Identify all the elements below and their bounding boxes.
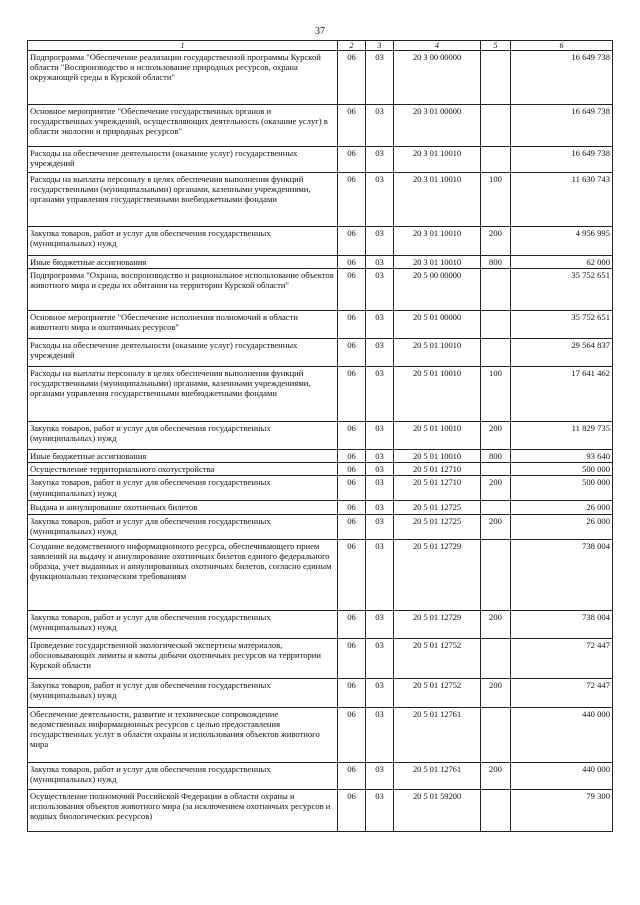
table-row bbox=[28, 450, 613, 463]
target-code: 20 5 01 12761 bbox=[394, 707, 481, 762]
table-row bbox=[28, 173, 613, 227]
target-code: 20 5 01 00000 bbox=[394, 311, 481, 339]
expense-type-code: 200 bbox=[481, 514, 511, 539]
table-row bbox=[28, 678, 613, 707]
amount: 29 564 837 bbox=[511, 339, 613, 367]
subsection-code: 03 bbox=[366, 678, 394, 707]
target-code: 20 3 01 10010 bbox=[394, 256, 481, 269]
amount: 500 000 bbox=[511, 476, 613, 501]
section-code: 06 bbox=[338, 678, 366, 707]
column-number: 4 bbox=[394, 41, 481, 51]
row-name: Иные бюджетные ассигнования bbox=[28, 450, 338, 463]
expense-type-code bbox=[481, 707, 511, 762]
expense-type-code bbox=[481, 339, 511, 367]
target-code: 20 5 01 12729 bbox=[394, 539, 481, 610]
subsection-code: 03 bbox=[366, 227, 394, 256]
subsection-code: 03 bbox=[366, 476, 394, 501]
target-code: 20 5 01 10010 bbox=[394, 422, 481, 450]
column-number: 6 bbox=[511, 41, 613, 51]
row-name: Основное мероприятие "Обеспечение исполнения полномочий в области животного мира и охотничьих ресурсов" bbox=[28, 311, 338, 339]
table-row bbox=[28, 539, 613, 610]
row-name: Проведение государственной экологической экспертизы материалов, обосновывающих лимиты и квоты добычи охотничьих ресурсов на территории Курской области bbox=[28, 638, 338, 678]
expense-type-code bbox=[481, 501, 511, 514]
section-code: 06 bbox=[338, 539, 366, 610]
table-row bbox=[28, 789, 613, 831]
row-name: Закупка товаров, работ и услуг для обеспечения государственных (муниципальных) нужд bbox=[28, 678, 338, 707]
target-code: 20 5 01 59200 bbox=[394, 789, 481, 831]
section-code: 06 bbox=[338, 638, 366, 678]
amount: 738 004 bbox=[511, 539, 613, 610]
subsection-code: 03 bbox=[366, 610, 394, 638]
amount: 16 649 738 bbox=[511, 105, 613, 147]
row-name: Закупка товаров, работ и услуг для обеспечения государственных (муниципальных) нужд bbox=[28, 422, 338, 450]
page-number: 37 bbox=[315, 26, 325, 37]
target-code: 20 5 01 12752 bbox=[394, 638, 481, 678]
table-row bbox=[28, 256, 613, 269]
target-code: 20 3 00 00000 bbox=[394, 51, 481, 105]
amount: 16 649 738 bbox=[511, 147, 613, 173]
row-name: Расходы на обеспечение деятельности (оказание услуг) государственных учреждений bbox=[28, 147, 338, 173]
row-name: Иные бюджетные ассигнования bbox=[28, 256, 338, 269]
section-code: 06 bbox=[338, 256, 366, 269]
table-row bbox=[28, 514, 613, 539]
row-name: Обеспечение деятельности, развитие и техническое сопровождение ведомственных информационных ресурсов с целью предоставления государственных услуг в области охраны и использования объектов животного мира bbox=[28, 707, 338, 762]
section-code: 06 bbox=[338, 501, 366, 514]
table-row bbox=[28, 367, 613, 422]
table-row bbox=[28, 610, 613, 638]
target-code: 20 5 01 12729 bbox=[394, 610, 481, 638]
target-code: 20 5 01 10010 bbox=[394, 450, 481, 463]
row-name: Осуществление полномочий Российской Федерации в области охраны и использования объектов животного мира (за исключением охотничьих ресурсов и водных биологических ресурсов) bbox=[28, 789, 338, 831]
subsection-code: 03 bbox=[366, 256, 394, 269]
row-name: Подпрограмма "Обеспечение реализации государственной программы Курской области "Воспроизводство и использование природных ресурсов, охрана окружающей среды в Курской области" bbox=[28, 51, 338, 105]
expense-type-code bbox=[481, 269, 511, 311]
amount: 35 752 651 bbox=[511, 269, 613, 311]
row-name: Расходы на выплаты персоналу в целях обеспечения выполнения функций государственными (муниципальными) органами, казенными учреждениями, органами управления государственными внебюджетными фондами bbox=[28, 367, 338, 422]
amount: 440 000 bbox=[511, 762, 613, 789]
table-row bbox=[28, 311, 613, 339]
row-name: Закупка товаров, работ и услуг для обеспечения государственных (муниципальных) нужд bbox=[28, 227, 338, 256]
amount: 26 000 bbox=[511, 501, 613, 514]
subsection-code: 03 bbox=[366, 450, 394, 463]
target-code: 20 5 01 12725 bbox=[394, 501, 481, 514]
table-row bbox=[28, 476, 613, 501]
table-row bbox=[28, 707, 613, 762]
expense-type-code bbox=[481, 539, 511, 610]
section-code: 06 bbox=[338, 269, 366, 311]
row-name: Закупка товаров, работ и услуг для обеспечения государственных (муниципальных) нужд bbox=[28, 476, 338, 501]
expense-type-code: 800 bbox=[481, 256, 511, 269]
expense-type-code: 200 bbox=[481, 227, 511, 256]
amount: 17 641 462 bbox=[511, 367, 613, 422]
column-number-row bbox=[28, 41, 613, 51]
section-code: 06 bbox=[338, 450, 366, 463]
expense-type-code: 200 bbox=[481, 476, 511, 501]
subsection-code: 03 bbox=[366, 514, 394, 539]
subsection-code: 03 bbox=[366, 173, 394, 227]
section-code: 06 bbox=[338, 51, 366, 105]
expense-type-code: 200 bbox=[481, 610, 511, 638]
column-number: 1 bbox=[28, 41, 338, 51]
amount: 79 300 bbox=[511, 789, 613, 831]
subsection-code: 03 bbox=[366, 638, 394, 678]
amount: 72 447 bbox=[511, 678, 613, 707]
expense-type-code bbox=[481, 51, 511, 105]
table-row bbox=[28, 762, 613, 789]
subsection-code: 03 bbox=[366, 762, 394, 789]
section-code: 06 bbox=[338, 610, 366, 638]
subsection-code: 03 bbox=[366, 311, 394, 339]
target-code: 20 5 01 12710 bbox=[394, 463, 481, 476]
target-code: 20 5 01 12710 bbox=[394, 476, 481, 501]
table-row bbox=[28, 147, 613, 173]
target-code: 20 5 01 10010 bbox=[394, 367, 481, 422]
row-name: Подпрограмма "Охрана, воспроизводство и рациональное использование объектов животного мира и среды их обитания на территории Курской области" bbox=[28, 269, 338, 311]
budget-table bbox=[27, 40, 613, 832]
table-row bbox=[28, 51, 613, 105]
section-code: 06 bbox=[338, 476, 366, 501]
expense-type-code: 200 bbox=[481, 762, 511, 789]
expense-type-code bbox=[481, 147, 511, 173]
table-row bbox=[28, 501, 613, 514]
amount: 26 000 bbox=[511, 514, 613, 539]
subsection-code: 03 bbox=[366, 501, 394, 514]
table-row bbox=[28, 339, 613, 367]
expense-type-code: 200 bbox=[481, 678, 511, 707]
amount: 500 000 bbox=[511, 463, 613, 476]
amount: 11 630 743 bbox=[511, 173, 613, 227]
column-number: 2 bbox=[338, 41, 366, 51]
subsection-code: 03 bbox=[366, 147, 394, 173]
expense-type-code: 200 bbox=[481, 422, 511, 450]
table-row bbox=[28, 463, 613, 476]
row-name: Осуществление территориального охотустройства bbox=[28, 463, 338, 476]
expense-type-code bbox=[481, 463, 511, 476]
amount: 93 640 bbox=[511, 450, 613, 463]
section-code: 06 bbox=[338, 422, 366, 450]
section-code: 06 bbox=[338, 147, 366, 173]
target-code: 20 3 01 10010 bbox=[394, 227, 481, 256]
amount: 16 649 738 bbox=[511, 51, 613, 105]
subsection-code: 03 bbox=[366, 51, 394, 105]
section-code: 06 bbox=[338, 339, 366, 367]
row-name: Закупка товаров, работ и услуг для обеспечения государственных (муниципальных) нужд bbox=[28, 762, 338, 789]
target-code: 20 5 00 00000 bbox=[394, 269, 481, 311]
subsection-code: 03 bbox=[366, 463, 394, 476]
subsection-code: 03 bbox=[366, 269, 394, 311]
subsection-code: 03 bbox=[366, 707, 394, 762]
section-code: 06 bbox=[338, 789, 366, 831]
amount: 4 956 995 bbox=[511, 227, 613, 256]
amount: 62 000 bbox=[511, 256, 613, 269]
amount: 35 752 651 bbox=[511, 311, 613, 339]
amount: 72 447 bbox=[511, 638, 613, 678]
amount: 440 000 bbox=[511, 707, 613, 762]
subsection-code: 03 bbox=[366, 539, 394, 610]
section-code: 06 bbox=[338, 762, 366, 789]
expense-type-code: 800 bbox=[481, 450, 511, 463]
table-row bbox=[28, 422, 613, 450]
section-code: 06 bbox=[338, 514, 366, 539]
table-row bbox=[28, 105, 613, 147]
section-code: 06 bbox=[338, 173, 366, 227]
table-row bbox=[28, 638, 613, 678]
row-name: Выдача и аннулирование охотничьих билетов bbox=[28, 501, 338, 514]
row-name: Создание ведомственного информационного ресурса, обеспечивающего прием заявлений на выдачу и аннулирование охотничьих билетов единого федерального образца, учет выданных и аннулированных охотничьих билетов, согласно единым функционально техническим требованиям bbox=[28, 539, 338, 610]
expense-type-code bbox=[481, 311, 511, 339]
expense-type-code: 100 bbox=[481, 367, 511, 422]
target-code: 20 5 01 12761 bbox=[394, 762, 481, 789]
amount: 11 829 735 bbox=[511, 422, 613, 450]
expense-type-code: 100 bbox=[481, 173, 511, 227]
section-code: 06 bbox=[338, 311, 366, 339]
section-code: 06 bbox=[338, 105, 366, 147]
expense-type-code bbox=[481, 789, 511, 831]
column-number: 3 bbox=[366, 41, 394, 51]
section-code: 06 bbox=[338, 463, 366, 476]
target-code: 20 5 01 12725 bbox=[394, 514, 481, 539]
expense-type-code bbox=[481, 638, 511, 678]
target-code: 20 5 01 10010 bbox=[394, 339, 481, 367]
section-code: 06 bbox=[338, 707, 366, 762]
subsection-code: 03 bbox=[366, 422, 394, 450]
column-number: 5 bbox=[481, 41, 511, 51]
row-name: Основное мероприятие "Обеспечение государственных органов и государственных учреждений, осуществляющих деятельность (оказание услуг) в области экологии и природных ресурсов" bbox=[28, 105, 338, 147]
subsection-code: 03 bbox=[366, 367, 394, 422]
table-row bbox=[28, 269, 613, 311]
target-code: 20 3 01 00000 bbox=[394, 105, 481, 147]
section-code: 06 bbox=[338, 367, 366, 422]
subsection-code: 03 bbox=[366, 105, 394, 147]
subsection-code: 03 bbox=[366, 789, 394, 831]
row-name: Расходы на обеспечение деятельности (оказание услуг) государственных учреждений bbox=[28, 339, 338, 367]
target-code: 20 3 01 10010 bbox=[394, 147, 481, 173]
row-name: Расходы на выплаты персоналу в целях обеспечения выполнения функций государственными (муниципальными) органами, казенными учреждениями, органами управления государственными внебюджетными фондами bbox=[28, 173, 338, 227]
section-code: 06 bbox=[338, 227, 366, 256]
subsection-code: 03 bbox=[366, 339, 394, 367]
amount: 738 004 bbox=[511, 610, 613, 638]
table-row bbox=[28, 227, 613, 256]
row-name: Закупка товаров, работ и услуг для обеспечения государственных (муниципальных) нужд bbox=[28, 610, 338, 638]
row-name: Закупка товаров, работ и услуг для обеспечения государственных (муниципальных) нужд bbox=[28, 514, 338, 539]
target-code: 20 3 01 10010 bbox=[394, 173, 481, 227]
target-code: 20 5 01 12752 bbox=[394, 678, 481, 707]
expense-type-code bbox=[481, 105, 511, 147]
